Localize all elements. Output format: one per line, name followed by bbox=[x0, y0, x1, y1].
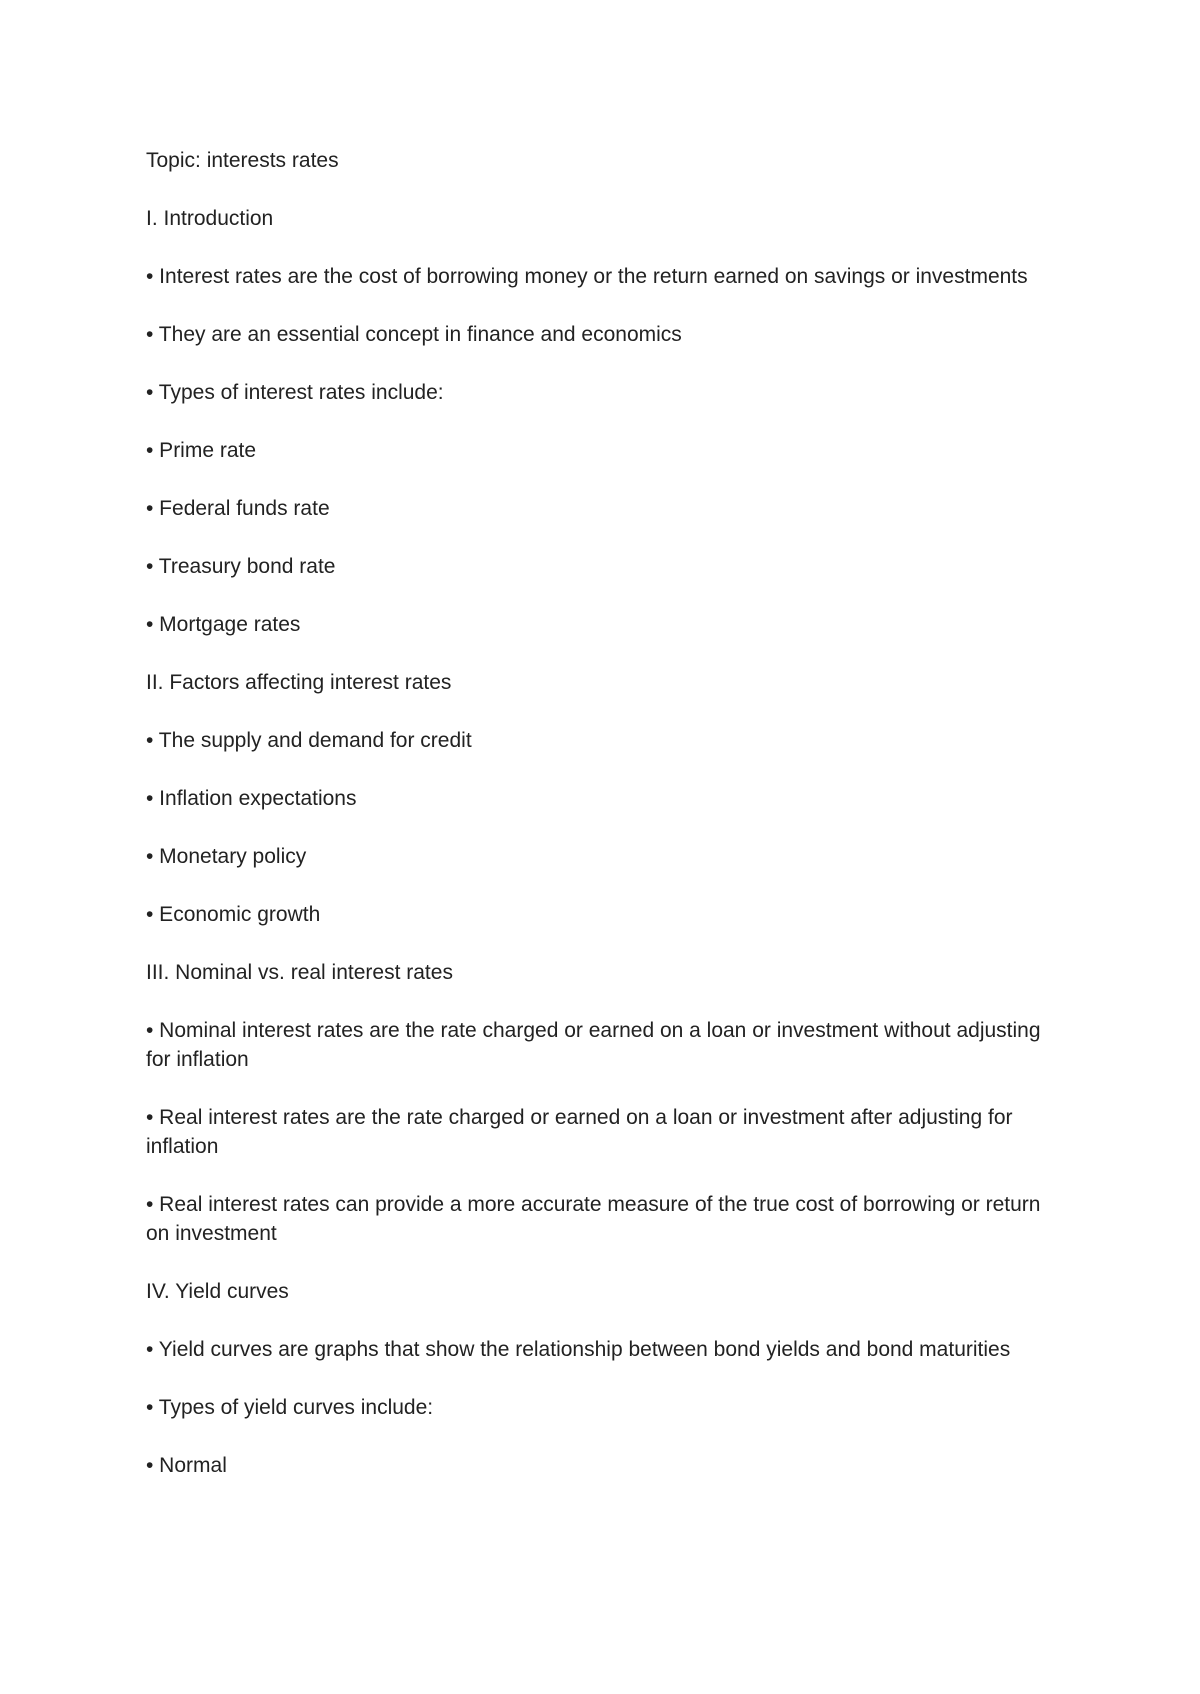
section-heading: IV. Yield curves bbox=[146, 1280, 289, 1303]
section-heading: I. Introduction bbox=[146, 207, 274, 230]
bullet-item: • Real interest rates can provide a more accurate measure of the true cost of borrowing or return on investment bbox=[146, 1193, 1041, 1245]
bullet-item: • Nominal interest rates are the rate charged or earned on a loan or investment without adjusting for inflation bbox=[146, 1019, 1041, 1071]
bullet-item: • Prime rate bbox=[146, 439, 257, 462]
document-topic: Topic: interests rates bbox=[146, 149, 339, 172]
bullet-item: • Interest rates are the cost of borrowing money or the return earned on savings or investments bbox=[146, 265, 1028, 288]
bullet-item: • The supply and demand for credit bbox=[146, 729, 472, 752]
bullet-item: • Economic growth bbox=[146, 903, 321, 926]
section-heading: III. Nominal vs. real interest rates bbox=[146, 961, 453, 984]
bullet-item: • Federal funds rate bbox=[146, 497, 330, 520]
bullet-item: • Yield curves are graphs that show the relationship between bond yields and bond maturities bbox=[146, 1338, 1011, 1361]
bullet-item: • Mortgage rates bbox=[146, 613, 301, 636]
bullet-item: • They are an essential concept in finance and economics bbox=[146, 323, 682, 346]
document-lines bbox=[146, 204, 1046, 1480]
bullet-item: • Monetary policy bbox=[146, 845, 307, 868]
bullet-item: • Types of interest rates include: bbox=[146, 381, 444, 404]
document-body bbox=[146, 146, 1046, 1509]
section-heading: II. Factors affecting interest rates bbox=[146, 671, 452, 694]
bullet-item: • Types of yield curves include: bbox=[146, 1396, 434, 1419]
bullet-item: • Normal bbox=[146, 1454, 227, 1477]
bullet-item: • Treasury bond rate bbox=[146, 555, 336, 578]
bullet-item: • Real interest rates are the rate charged or earned on a loan or investment after adjusting for inflation bbox=[146, 1106, 1013, 1158]
bullet-item: • Inflation expectations bbox=[146, 787, 357, 810]
